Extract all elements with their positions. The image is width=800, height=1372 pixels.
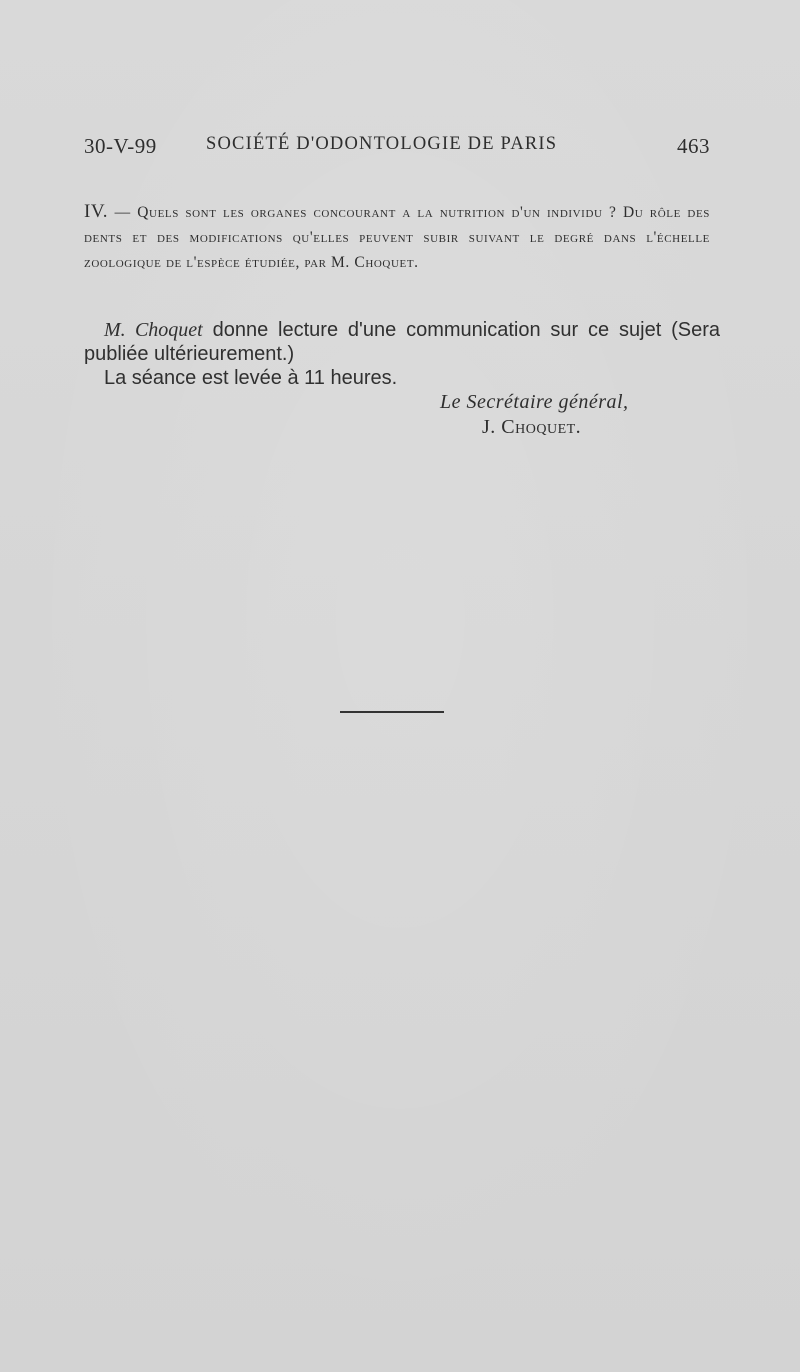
section-dash: — (108, 204, 138, 221)
page-number: 463 (677, 134, 710, 158)
running-header (84, 134, 710, 164)
signature-name: J. Choquet. (482, 416, 582, 438)
speaker-name: M. Choquet (104, 319, 203, 341)
end-rule (340, 711, 444, 713)
section-heading (84, 199, 710, 275)
section-number: IV. (84, 201, 109, 222)
header-title: SOCIÉTÉ D'ODONTOLOGIE DE PARIS (206, 134, 558, 154)
header-date: 30-V-99 (84, 134, 157, 158)
signature-block (440, 390, 720, 440)
communication-text: donne lecture d'une communication sur ce sujet (Sera publiée ultérieurement.) (84, 319, 721, 365)
closing-paragraph: La séance est levée à 11 heures. (104, 367, 398, 389)
section-heading-text: Quels sont les organes concourant a la nutrition d'un individu ? Du rôle des dents et des modifications qu'elles peuvent subir suivant le degré dans l'échelle zoologique de l'espèce étudiée, par M. Choquet. (84, 204, 710, 271)
signature-role: Le Secrétaire général, (440, 391, 629, 413)
communication-paragraph (84, 318, 720, 366)
